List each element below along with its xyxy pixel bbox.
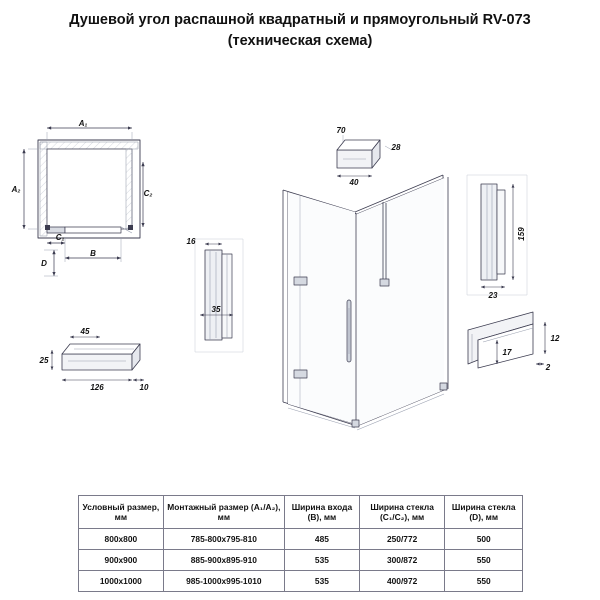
label-17: 17 [502,348,512,357]
label-28: 28 [391,143,401,152]
label-c2: C₂ [143,189,153,198]
column-header-entrance-width: Ширина входа (B), мм [285,496,360,529]
column-header-size: Условный размер, мм [79,496,164,529]
label-2: 2 [545,363,551,372]
label-40: 40 [349,178,359,187]
table-row [79,529,523,550]
cell-size: 900x900 [79,550,164,571]
title-line-2: (техническая схема) [227,33,373,50]
cell-mounting: 785-800x795-810 [163,529,284,550]
cell-entrance-width: 535 [285,550,360,571]
label-12: 12 [550,334,560,343]
cell-mounting: 885-900x895-910 [163,550,284,571]
label-25: 25 [39,356,49,365]
label-d: D [41,259,47,268]
label-10: 10 [139,383,149,392]
cell-glass-d: 550 [445,550,523,571]
cell-size: 800x800 [79,529,164,550]
table-row [79,571,523,592]
label-45: 45 [80,327,90,336]
technical-drawing [0,72,600,472]
cell-glass-c: 250/772 [359,529,445,550]
label-159: 159 [517,227,526,241]
cabin-3d-view [283,175,448,430]
column-header-mounting: Монтажный размер (A₁/A₂), мм [163,496,284,529]
cell-glass-c: 400/972 [359,571,445,592]
detail-profile-section [195,239,243,352]
label-126: 126 [90,383,104,392]
table-body [79,529,523,592]
label-b: B [90,249,96,258]
title-line-1: Душевой угол распашной квадратный и прямоугольный RV-073 [69,12,531,28]
table-header-row [79,496,523,529]
label-16: 16 [186,237,196,246]
table-row [79,550,523,571]
column-header-glass-d: Ширина стекла (D), мм [445,496,523,529]
cell-glass-d: 500 [445,529,523,550]
specifications-table [78,495,523,592]
column-header-glass-c: Ширина стекла (C₁/C₂), мм [359,496,445,529]
cell-entrance-width: 485 [285,529,360,550]
cell-glass-c: 300/872 [359,550,445,571]
table-header [79,496,523,529]
cell-size: 1000x1000 [79,571,164,592]
cell-mounting: 985-1000x995-1010 [163,571,284,592]
label-35: 35 [211,305,221,314]
detail-rail [465,312,545,369]
cell-entrance-width: 535 [285,571,360,592]
label-c1: C₁ [55,233,65,242]
label-23: 23 [488,291,498,300]
label-70: 70 [336,126,346,135]
cell-glass-d: 550 [445,571,523,592]
detail-bracket [337,135,392,176]
label-a1: A₁ [78,119,88,128]
page-title [0,10,600,52]
detail-handle [52,337,144,380]
label-a2: A₂ [11,185,21,194]
plan-view [24,128,143,276]
